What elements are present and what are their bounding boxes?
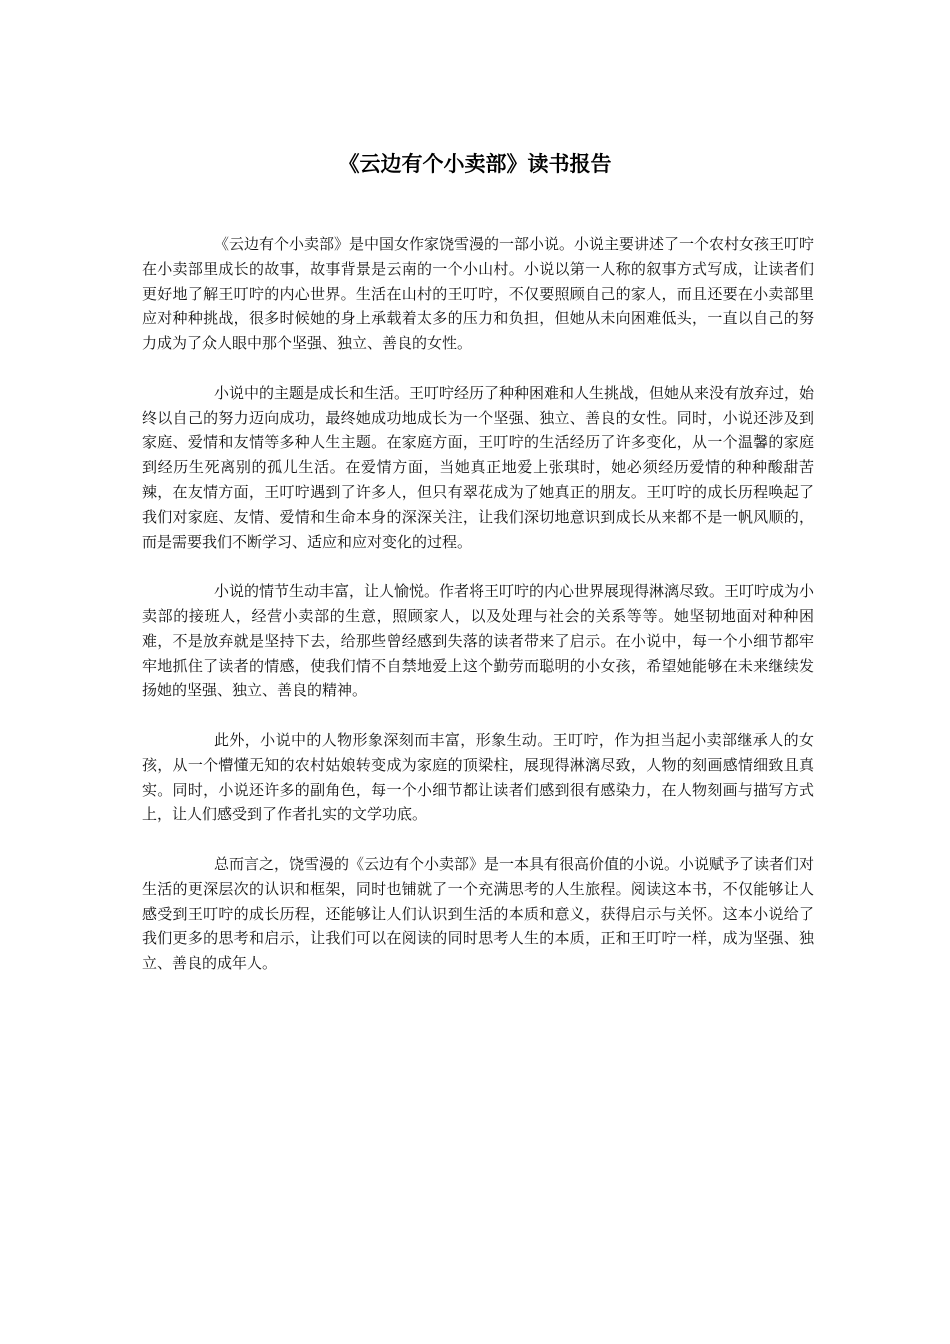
paragraph: 《云边有个小卖部》是中国女作家饶雪漫的一部小说。小说主要讲述了一个农村女孩王叮咛在小卖部里成长的故事，故事背景是云南的一个小山村。小说以第一人称的叙事方式写成，让读者们更好地了解王叮咛的内心世界。生活在山村的王叮咛，不仅要照顾自己的家人，而且还要在小卖部里应对种种挑战，很多时候她的身上承载着太多的压力和负担，但她从未向困难低头，一直以自己的努力成为了众人眼中那个坚强、独立、善良的女性。 [142,235,815,353]
paragraph: 小说中的主题是成长和生活。王叮咛经历了种种困难和人生挑战，但她从来没有放弃过，始终以自己的努力迈向成功，最终她成功地成长为一个坚强、独立、善良的女性。同时，小说还涉及到家庭、爱情和友情等多种人生主题。在家庭方面，王叮咛的生活经历了许多变化，从一个温馨的家庭到经历生死离别的孤儿生活。在爱情方面，当她真正地爱上张琪时，她必须经历爱情的种种酸甜苦辣，在友情方面，王叮咛遇到了许多人，但只有翠花成为了她真正的朋友。王叮咛的成长历程唤起了我们对家庭、友情、爱情和生命本身的深深关注，让我们深切地意识到成长从来都不是一帆风顺的，而是需要我们不断学习、适应和应对变化的过程。 [142,383,815,551]
paragraph: 此外，小说中的人物形象深刻而丰富，形象生动。王叮咛，作为担当起小卖部继承人的女孩，从一个懵懂无知的农村姑娘转变成为家庭的顶梁柱，展现得淋漓尽致，人物的刻画感情细致且真实。同时，小说还许多的副角色，每一个小细节都让读者们感到很有感染力，在人物刻画与描写方式上，让人们感受到了作者扎实的文学功底。 [142,730,814,824]
page-title: 《云边有个小卖部》读书报告 [338,151,612,176]
paragraph: 总而言之，饶雪漫的《云边有个小卖部》是一本具有很高价值的小说。小说赋予了读者们对生活的更深层次的认识和框架，同时也铺就了一个充满思考的人生旅程。阅读这本书，不仅能够让人感受到王叮咛的成长历程，还能够让人们认识到生活的本质和意义，获得启示与关怀。这本小说给了我们更多的思考和启示，让我们可以在阅读的同时思考人生的本质，正和王叮咛一样，成为坚强、独立、善良的成年人。 [142,854,815,973]
document-body [142,232,814,1001]
paragraph: 小说的情节生动丰富，让人愉悦。作者将王叮咛的内心世界展现得淋漓尽致。王叮咛成为小卖部的接班人，经营小卖部的生意，照顾家人，以及处理与社会的关系等等。她坚韧地面对种种困难，不是放弃就是坚持下去，给那些曾经感到失落的读者带来了启示。在小说中，每一个小细节都牢牢地抓住了读者的情感，使我们情不自禁地爱上这个勤劳而聪明的小女孩，希望她能够在未来继续发扬她的坚强、独立、善良的精神。 [142,582,815,700]
